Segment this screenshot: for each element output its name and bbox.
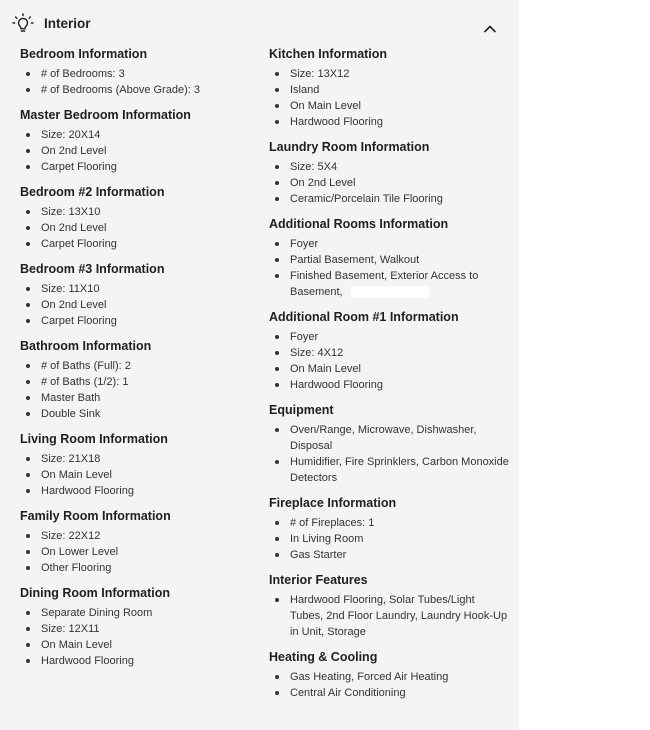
list-item: On Main Level xyxy=(20,467,260,483)
lightbulb-icon xyxy=(12,13,34,35)
list-item: Separate Dining Room xyxy=(20,605,260,621)
list-item: Carpet Flooring xyxy=(20,236,260,252)
list-item: # of Baths (1/2): 1 xyxy=(20,374,260,390)
section-heading: Bedroom Information xyxy=(20,47,148,61)
list-item: On 2nd Level xyxy=(20,220,260,236)
info-section xyxy=(269,649,509,701)
list-item: Hardwood Flooring xyxy=(269,114,509,130)
list-item: Double Sink xyxy=(20,406,260,422)
info-section xyxy=(269,572,509,640)
detail-list xyxy=(269,422,509,486)
list-item: Oven/Range, Microwave, Dishwasher, Disposal xyxy=(269,422,509,454)
info-section xyxy=(20,585,260,669)
detail-list xyxy=(20,66,260,98)
detail-list xyxy=(269,66,509,130)
list-item: # of Fireplaces: 1 xyxy=(269,515,509,531)
section-heading: Additional Rooms Information xyxy=(269,217,449,231)
list-item: Carpet Flooring xyxy=(20,313,260,329)
detail-list xyxy=(269,159,509,207)
section-title: Interior xyxy=(44,16,91,31)
info-section xyxy=(269,216,509,300)
list-item: Size: 4X12 xyxy=(269,345,509,361)
list-item xyxy=(269,268,509,300)
list-item: On 2nd Level xyxy=(20,297,260,313)
list-item: Size: 22X12 xyxy=(20,528,260,544)
section-heading: Bathroom Information xyxy=(20,339,152,353)
info-section xyxy=(269,402,509,486)
detail-list xyxy=(20,605,260,669)
list-item: Other Flooring xyxy=(20,560,260,576)
list-item: Size: 5X4 xyxy=(269,159,509,175)
info-section xyxy=(20,184,260,252)
list-item: # of Bedrooms: 3 xyxy=(20,66,260,82)
list-item: Size: 21X18 xyxy=(20,451,260,467)
list-item: Ceramic/Porcelain Tile Flooring xyxy=(269,191,509,207)
list-item: Hardwood Flooring xyxy=(20,653,260,669)
info-section xyxy=(20,338,260,422)
left-column xyxy=(20,46,260,678)
list-item: Foyer xyxy=(269,329,509,345)
list-item: Partial Basement, Walkout xyxy=(269,252,509,268)
section-heading: Interior Features xyxy=(269,573,368,587)
detail-list xyxy=(20,358,260,422)
detail-list xyxy=(269,592,509,640)
list-item: On 2nd Level xyxy=(20,143,260,159)
section-heading: Laundry Room Information xyxy=(269,140,430,154)
info-section xyxy=(20,261,260,329)
section-heading: Heating & Cooling xyxy=(269,650,378,664)
section-heading: Dining Room Information xyxy=(20,586,170,600)
info-section xyxy=(20,46,260,98)
info-section xyxy=(20,431,260,499)
list-item: On Main Level xyxy=(269,361,509,377)
info-section xyxy=(269,46,509,130)
info-section xyxy=(20,107,260,175)
section-heading: Fireplace Information xyxy=(269,496,397,510)
section-heading: Family Room Information xyxy=(20,509,171,523)
list-item: Carpet Flooring xyxy=(20,159,260,175)
section-heading: Bedroom #3 Information xyxy=(20,262,165,276)
list-item: Hardwood Flooring xyxy=(269,377,509,393)
detail-list xyxy=(20,528,260,576)
list-item: On Main Level xyxy=(269,98,509,114)
detail-list xyxy=(20,281,260,329)
list-item: Gas Starter xyxy=(269,547,509,563)
list-item: Size: 20X14 xyxy=(20,127,260,143)
list-item: On Lower Level xyxy=(20,544,260,560)
redacted-text xyxy=(351,286,429,298)
section-heading: Bedroom #2 Information xyxy=(20,185,165,199)
list-item: Size: 12X11 xyxy=(20,621,260,637)
list-item: Hardwood Flooring xyxy=(20,483,260,499)
list-item: Size: 13X10 xyxy=(20,204,260,220)
section-heading: Additional Room #1 Information xyxy=(269,310,459,324)
detail-list xyxy=(269,329,509,393)
list-item: Island xyxy=(269,82,509,98)
list-item: On 2nd Level xyxy=(269,175,509,191)
info-section xyxy=(269,139,509,207)
detail-list xyxy=(269,236,509,300)
chevron-up-icon[interactable] xyxy=(481,22,499,36)
list-item-text: Finished Basement, Exterior Access to Basement, xyxy=(290,270,479,298)
list-item: Gas Heating, Forced Air Heating xyxy=(269,669,509,685)
detail-list xyxy=(269,669,509,701)
list-item: Size: 11X10 xyxy=(20,281,260,297)
list-item: Size: 13X12 xyxy=(269,66,509,82)
list-item: Central Air Conditioning xyxy=(269,685,509,701)
list-item: Hardwood Flooring, Solar Tubes/Light Tubes, 2nd Floor Laundry, Laundry Hook-Up in Unit, Storage xyxy=(269,592,509,640)
list-item: On Main Level xyxy=(20,637,260,653)
detail-list xyxy=(20,451,260,499)
info-section xyxy=(269,495,509,563)
section-heading: Living Room Information xyxy=(20,432,168,446)
list-item: # of Baths (Full): 2 xyxy=(20,358,260,374)
detail-list xyxy=(20,127,260,175)
list-item: Humidifier, Fire Sprinklers, Carbon Monoxide Detectors xyxy=(269,454,509,486)
section-heading: Kitchen Information xyxy=(269,47,388,61)
list-item: In Living Room xyxy=(269,531,509,547)
section-heading: Equipment xyxy=(269,403,334,417)
list-item: Foyer xyxy=(269,236,509,252)
info-section xyxy=(20,508,260,576)
detail-list xyxy=(269,515,509,563)
list-item: Master Bath xyxy=(20,390,260,406)
right-column xyxy=(269,46,509,710)
section-heading: Master Bedroom Information xyxy=(20,108,191,122)
detail-list xyxy=(20,204,260,252)
info-section xyxy=(269,309,509,393)
interior-header[interactable] xyxy=(0,0,519,46)
list-item: # of Bedrooms (Above Grade): 3 xyxy=(20,82,260,98)
